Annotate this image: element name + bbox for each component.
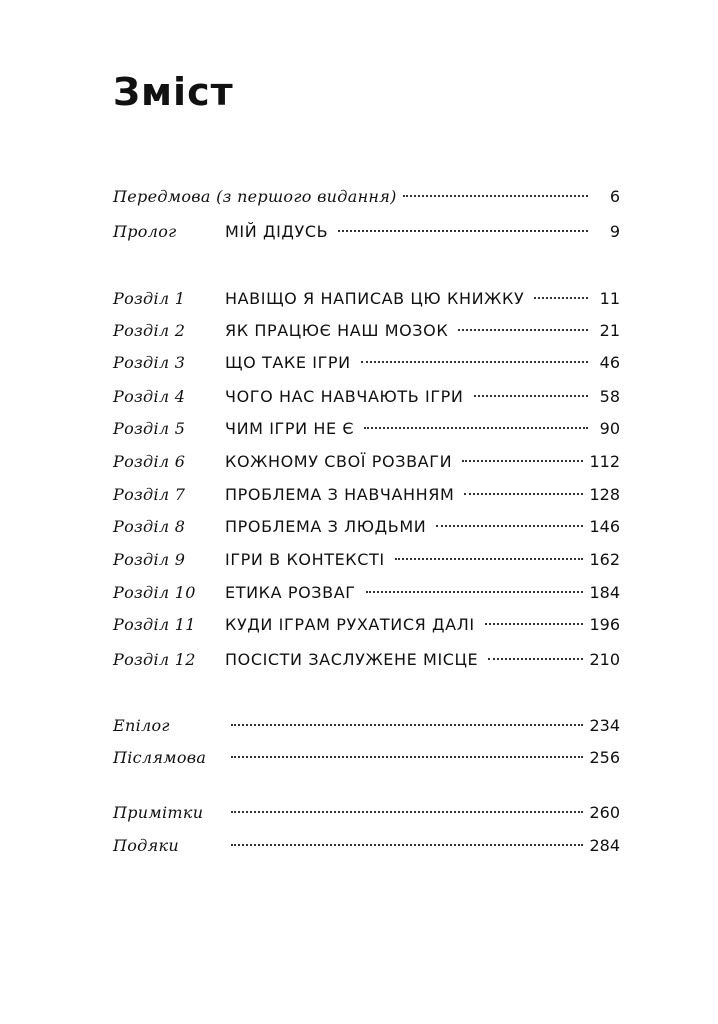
toc-entry-label: Подяки (113, 836, 179, 855)
toc-entry-label: Післямова (113, 748, 207, 767)
toc-entry-page-number: 21 (599, 321, 620, 340)
dot-leader (364, 427, 588, 429)
toc-entry (113, 831, 620, 861)
toc-entry (113, 798, 620, 828)
dot-leader (366, 591, 584, 593)
toc-entry-page-number: 90 (599, 419, 620, 438)
toc-entry-label: Розділ 3 (113, 353, 186, 372)
dot-leader (338, 230, 588, 232)
dot-leader (403, 195, 588, 197)
toc-entry-page-number: 128 (589, 485, 620, 504)
toc-entry (113, 382, 620, 412)
toc-entry-page-number: 6 (609, 187, 620, 206)
toc-entry-label: Розділ 4 (113, 387, 186, 406)
toc-entry (113, 610, 620, 640)
toc-entry-label: Розділ 5 (113, 419, 186, 438)
toc-entry (113, 217, 620, 247)
toc-entry (113, 348, 620, 378)
toc-entry (113, 545, 620, 575)
toc-entry-label: Епілог (113, 716, 170, 735)
toc-entry-title: КОЖНОМУ СВОЇ РОЗВАГИ (225, 452, 453, 471)
dot-leader (231, 724, 583, 726)
dot-leader (231, 844, 583, 846)
page-title: Зміст (113, 70, 234, 114)
dot-leader (231, 811, 583, 813)
dot-leader (231, 756, 583, 758)
toc-entry-title: МІЙ ДІДУСЬ (225, 222, 329, 241)
toc-entry-label: Розділ 1 (113, 289, 186, 308)
toc-entry-page-number: 9 (609, 222, 620, 241)
toc-entry-page-number: 256 (589, 748, 620, 767)
toc-entry-title: НАВІЩО Я НАПИСАВ ЦЮ КНИЖКУ (225, 289, 525, 308)
toc-entry-title: КУДИ ІГРАМ РУХАТИСЯ ДАЛІ (225, 615, 475, 634)
toc-entry-title: ЩО ТАКЕ ІГРИ (225, 353, 351, 372)
toc-entry (113, 711, 620, 741)
toc-entry-label: Розділ 8 (113, 517, 186, 536)
toc-entry-title: ЯК ПРАЦЮЄ НАШ МОЗОК (225, 321, 449, 340)
toc-entry-label: Передмова (з першого видання) (113, 187, 397, 206)
dot-leader (488, 658, 583, 660)
toc-entry-page-number: 58 (599, 387, 620, 406)
toc-entry-page-number: 146 (589, 517, 620, 536)
toc-entry (113, 645, 620, 675)
toc-entry (113, 743, 620, 773)
toc-entry-page-number: 46 (599, 353, 620, 372)
toc-entry-title: ІГРИ В КОНТЕКСТІ (225, 550, 385, 569)
toc-entry-label: Примітки (113, 803, 204, 822)
dot-leader (361, 361, 588, 363)
toc-entry (113, 447, 620, 477)
toc-entry-page-number: 260 (589, 803, 620, 822)
dot-leader (485, 623, 584, 625)
toc-entry-page-number: 162 (589, 550, 620, 569)
toc-entry (113, 316, 620, 346)
toc-entry-page-number: 210 (589, 650, 620, 669)
toc-entry-title: ПОСІСТИ ЗАСЛУЖЕНЕ МІСЦЕ (225, 650, 479, 669)
toc-entry-label: Розділ 11 (113, 615, 196, 634)
toc-entry (113, 414, 620, 444)
dot-leader (436, 525, 583, 527)
toc-entry (113, 182, 620, 212)
toc-entry (113, 284, 620, 314)
dot-leader (534, 297, 588, 299)
toc-entry-title: ПРОБЛЕМА З ЛЮДЬМИ (225, 517, 427, 536)
toc-entry-title: ПРОБЛЕМА З НАВЧАННЯМ (225, 485, 455, 504)
dot-leader (464, 493, 583, 495)
toc-entry-page-number: 112 (589, 452, 620, 471)
toc-entry-title: ЧИМ ІГРИ НЕ Є (225, 419, 355, 438)
toc-entry (113, 480, 620, 510)
toc-entry-label: Розділ 10 (113, 583, 196, 602)
toc-entry-title: ЧОГО НАС НАВЧАЮТЬ ІГРИ (225, 387, 464, 406)
toc-entry (113, 512, 620, 542)
toc-entry-label: Розділ 2 (113, 321, 186, 340)
toc-entry-title: ЕТИКА РОЗВАГ (225, 583, 356, 602)
toc-entry-page-number: 184 (589, 583, 620, 602)
dot-leader (458, 329, 588, 331)
toc-entry-label: Розділ 12 (113, 650, 196, 669)
toc-entry (113, 578, 620, 608)
toc-entry-page-number: 11 (599, 289, 620, 308)
toc-entry-label: Розділ 6 (113, 452, 186, 471)
toc-entry-page-number: 284 (589, 836, 620, 855)
toc-entry-label: Розділ 7 (113, 485, 186, 504)
dot-leader (462, 460, 583, 462)
toc-entry-page-number: 196 (589, 615, 620, 634)
toc-entry-label: Розділ 9 (113, 550, 186, 569)
toc-entry-page-number: 234 (589, 716, 620, 735)
dot-leader (395, 558, 584, 560)
toc-entry-label: Пролог (113, 222, 177, 241)
dot-leader (474, 395, 588, 397)
